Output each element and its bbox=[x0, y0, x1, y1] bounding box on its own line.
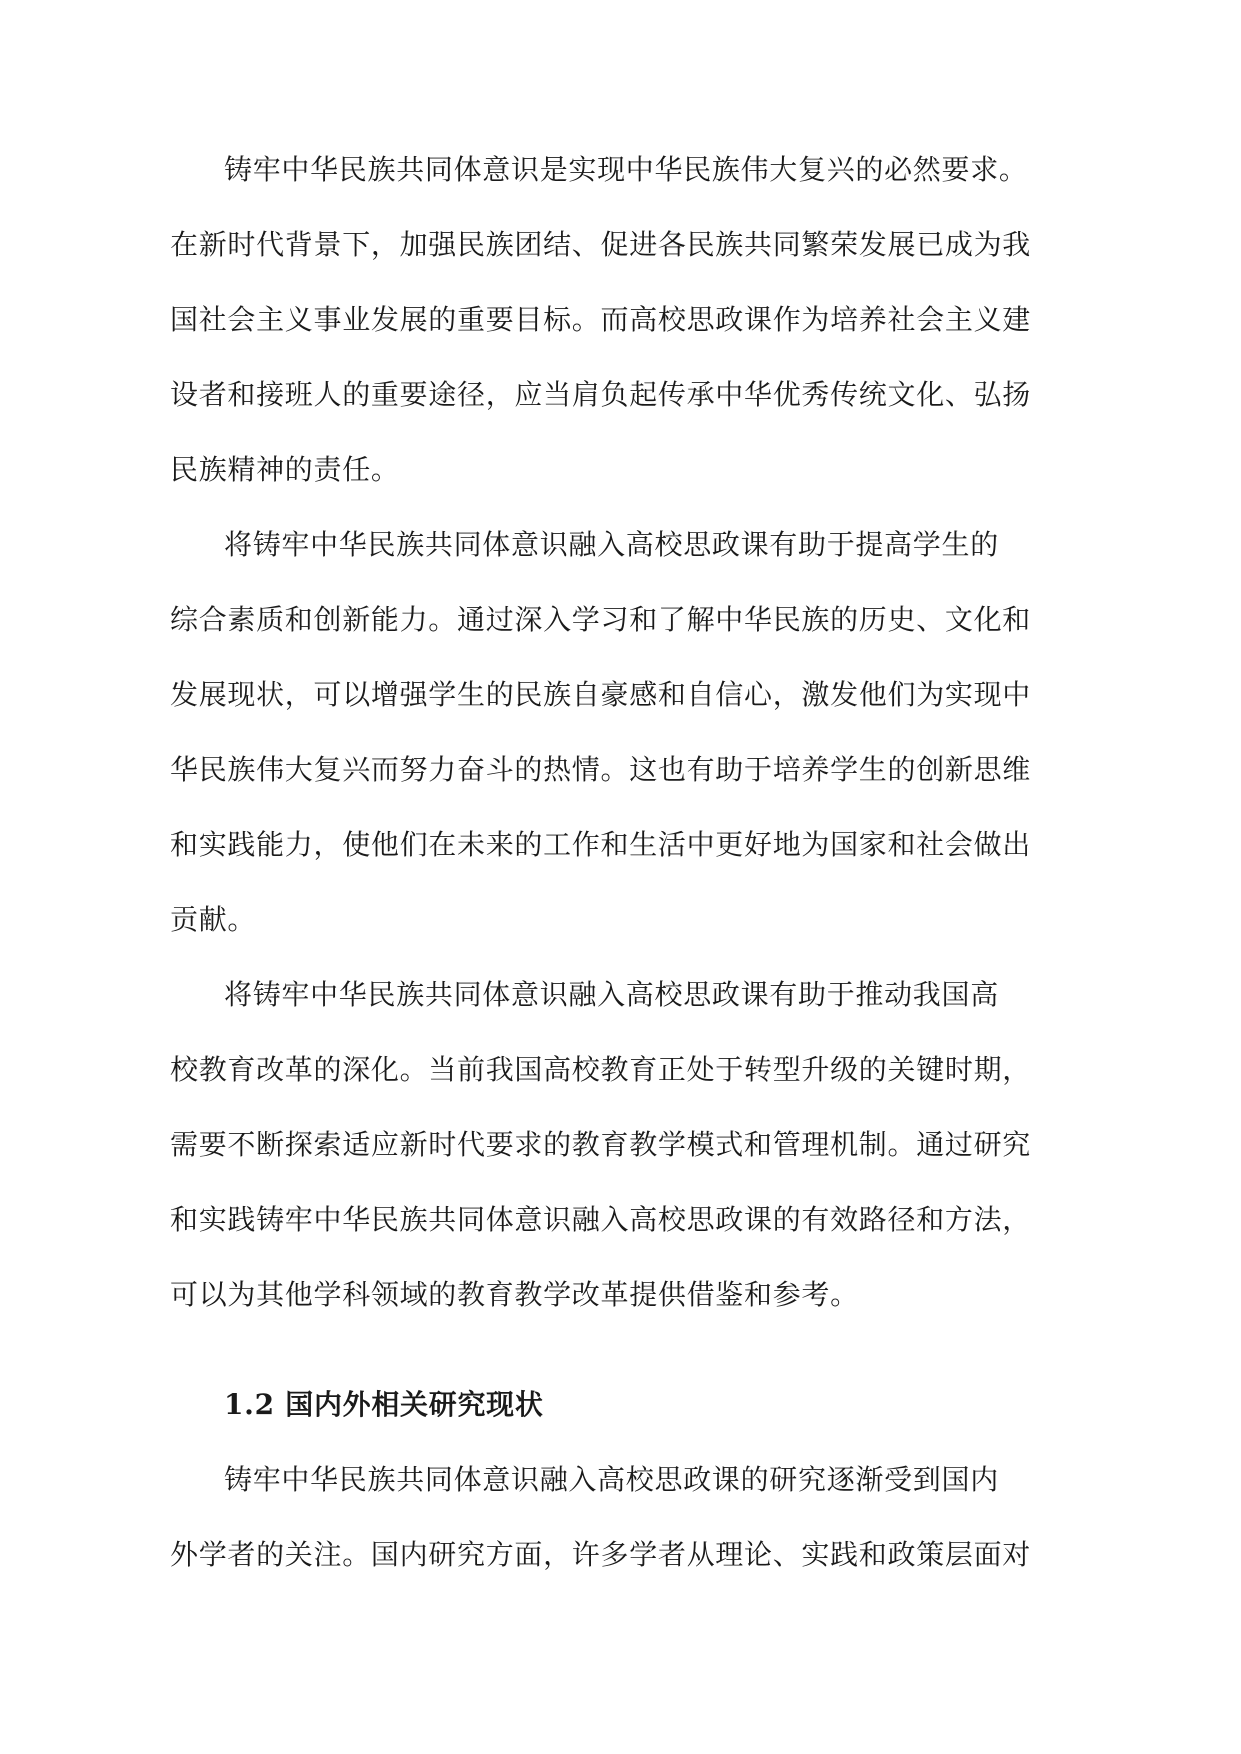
paragraph bbox=[170, 1442, 1070, 1592]
paragraph-line: 和实践铸牢中华民族共同体意识融入高校思政课的有效路径和方法， bbox=[170, 1203, 1032, 1236]
paragraph-line: 设者和接班人的重要途径，应当肩负起传承中华优秀传统文化、弘扬 bbox=[170, 378, 1032, 411]
paragraph-line: 民族精神的责任。 bbox=[170, 453, 400, 486]
paragraph bbox=[170, 507, 1070, 957]
body-text bbox=[170, 132, 1070, 1592]
paragraph-line: 在新时代背景下，加强民族团结、促进各民族共同繁荣发展已成为我 bbox=[170, 228, 1032, 261]
paragraph-line: 外学者的关注。国内研究方面，许多学者从理论、实践和政策层面对 bbox=[170, 1538, 1032, 1571]
paragraph-line: 贡献。 bbox=[170, 903, 257, 936]
paragraph-line: 将铸牢中华民族共同体意识融入高校思政课有助于推动我国高 bbox=[224, 978, 999, 1011]
paragraph-line: 综合素质和创新能力。通过深入学习和了解中华民族的历史、文化和 bbox=[170, 603, 1032, 636]
paragraph bbox=[170, 132, 1070, 507]
paragraph-line: 铸牢中华民族共同体意识融入高校思政课的研究逐渐受到国内 bbox=[224, 1463, 999, 1496]
paragraph-line: 华民族伟大复兴而努力奋斗的热情。这也有助于培养学生的创新思维 bbox=[170, 753, 1032, 786]
paragraph-line: 可以为其他学科领域的教育教学改革提供借鉴和参考。 bbox=[170, 1278, 859, 1311]
paragraph bbox=[170, 957, 1070, 1332]
paragraph-line: 将铸牢中华民族共同体意识融入高校思政课有助于提高学生的 bbox=[224, 528, 999, 561]
section-heading: 1.2 国内外相关研究现状 bbox=[224, 1388, 544, 1421]
paragraph-line: 发展现状，可以增强学生的民族自豪感和自信心，激发他们为实现中 bbox=[170, 678, 1032, 711]
paragraph-line: 和实践能力，使他们在未来的工作和生活中更好地为国家和社会做出 bbox=[170, 828, 1032, 861]
paragraph-line: 国社会主义事业发展的重要目标。而高校思政课作为培养社会主义建 bbox=[170, 303, 1032, 336]
paragraph-line: 需要不断探索适应新时代要求的教育教学模式和管理机制。通过研究 bbox=[170, 1128, 1032, 1161]
paragraph-line: 校教育改革的深化。当前我国高校教育正处于转型升级的关键时期， bbox=[170, 1053, 1032, 1086]
paragraph-line: 铸牢中华民族共同体意识是实现中华民族伟大复兴的必然要求。 bbox=[224, 153, 1028, 186]
